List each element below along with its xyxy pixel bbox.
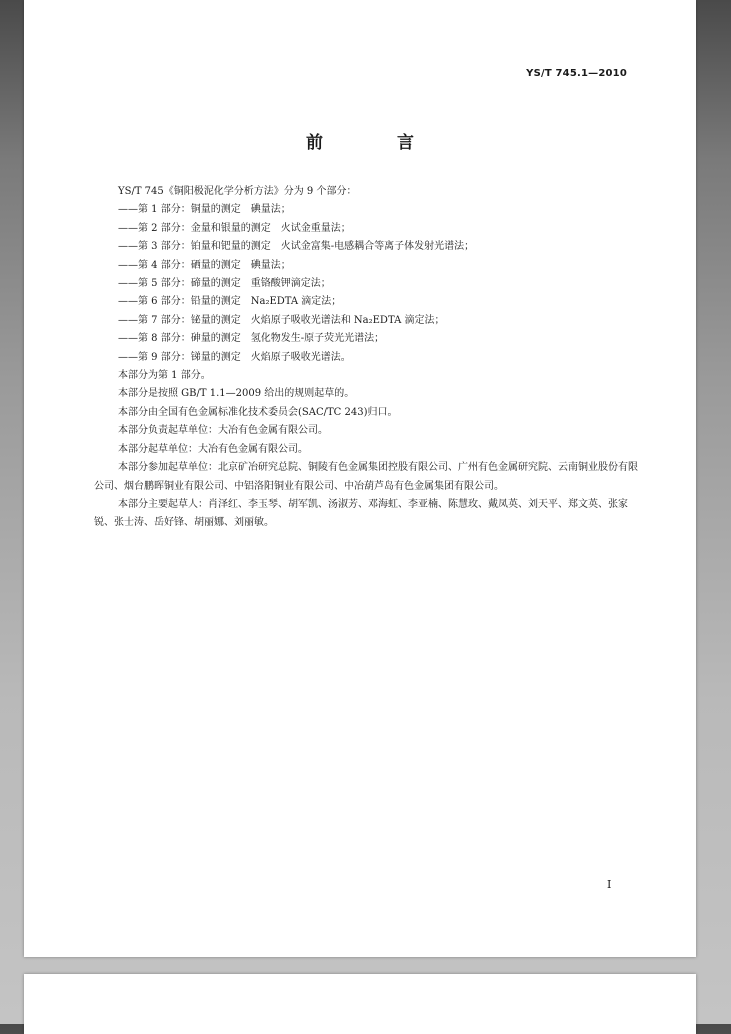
part-label: ——第 7 部分：铋量的测定 <box>118 314 241 326</box>
part-method: 火试金重量法； <box>280 222 351 234</box>
paragraph: 本部分由全国有色金属标准化技术委员会(SAC/TC 243)归口。 <box>118 406 398 418</box>
part-label: ——第 8 部分：砷量的测定 <box>118 333 241 345</box>
standard-code: YS/T 745.1—2010 <box>526 68 627 79</box>
part-item <box>94 238 642 256</box>
part-label: ——第 9 部分：锑量的测定 <box>118 351 241 363</box>
part-method: 碘量法； <box>250 259 291 271</box>
document-page <box>24 0 696 957</box>
foreword-content <box>94 183 642 533</box>
part-item <box>94 257 642 275</box>
part-method: 碘量法； <box>250 204 291 216</box>
part-label: ——第 5 部分：碲量的测定 <box>118 278 241 290</box>
part-method: 火焰原子吸收光谱法和 Na₂EDTA 滴定法； <box>250 314 445 326</box>
paragraph: 本部分起草单位：大冶有色金属有限公司。 <box>118 443 308 455</box>
paragraph: 本部分参加起草单位：北京矿冶研究总院、铜陵有色金属集团控股有限公司、广州有色金属研究院、云南铜业股份有限公司、烟台鹏晖铜业有限公司、中铝洛阳铜业有限公司、中冶葫芦岛有色金属集团有限公司。 <box>94 462 638 492</box>
next-page <box>24 974 696 1034</box>
paragraph: 本部分为第 1 部分。 <box>118 370 211 382</box>
paragraph: 本部分负责起草单位：大冶有色金属有限公司。 <box>118 425 328 437</box>
part-label: ——第 4 部分：硒量的测定 <box>118 259 241 271</box>
page-number: I <box>607 878 612 891</box>
part-method: 火试金富集-电感耦合等离子体发射光谱法； <box>280 241 475 253</box>
paragraph: 本部分主要起草人：肖泽红、李玉琴、胡军凯、汤淑芳、邓海虹、李亚楠、陈慧玫、戴凤英、刘天平、郑文英、张家锐、张士涛、岳好锋、胡丽娜、刘丽敏。 <box>94 498 628 529</box>
part-item <box>94 349 642 367</box>
part-method: 重铬酸钾滴定法； <box>250 278 331 290</box>
part-item <box>94 312 642 330</box>
part-label: ——第 3 部分：铂量和钯量的测定 <box>118 241 271 253</box>
part-method: 氢化物发生-原子荧光光谱法； <box>250 333 385 345</box>
intro-text: YS/T 745《铜阳极泥化学分析方法》分为 9 个部分： <box>118 186 357 197</box>
part-item <box>94 293 642 311</box>
part-item <box>94 330 642 348</box>
parts-list <box>94 201 642 367</box>
part-method: Na₂EDTA 滴定法； <box>250 296 342 308</box>
part-label: ——第 6 部分：铅量的测定 <box>118 296 241 308</box>
part-item <box>94 275 642 293</box>
part-label: ——第 2 部分：金量和银量的测定 <box>118 222 271 234</box>
part-item <box>94 220 642 238</box>
part-label: ——第 1 部分：铜量的测定 <box>118 204 241 216</box>
paragraph: 本部分是按照 GB/T 1.1—2009 给出的规则起草的。 <box>118 388 355 400</box>
page-title: 前 言 <box>306 133 448 153</box>
part-item <box>94 201 642 219</box>
part-method: 火焰原子吸收光谱法。 <box>250 351 351 363</box>
